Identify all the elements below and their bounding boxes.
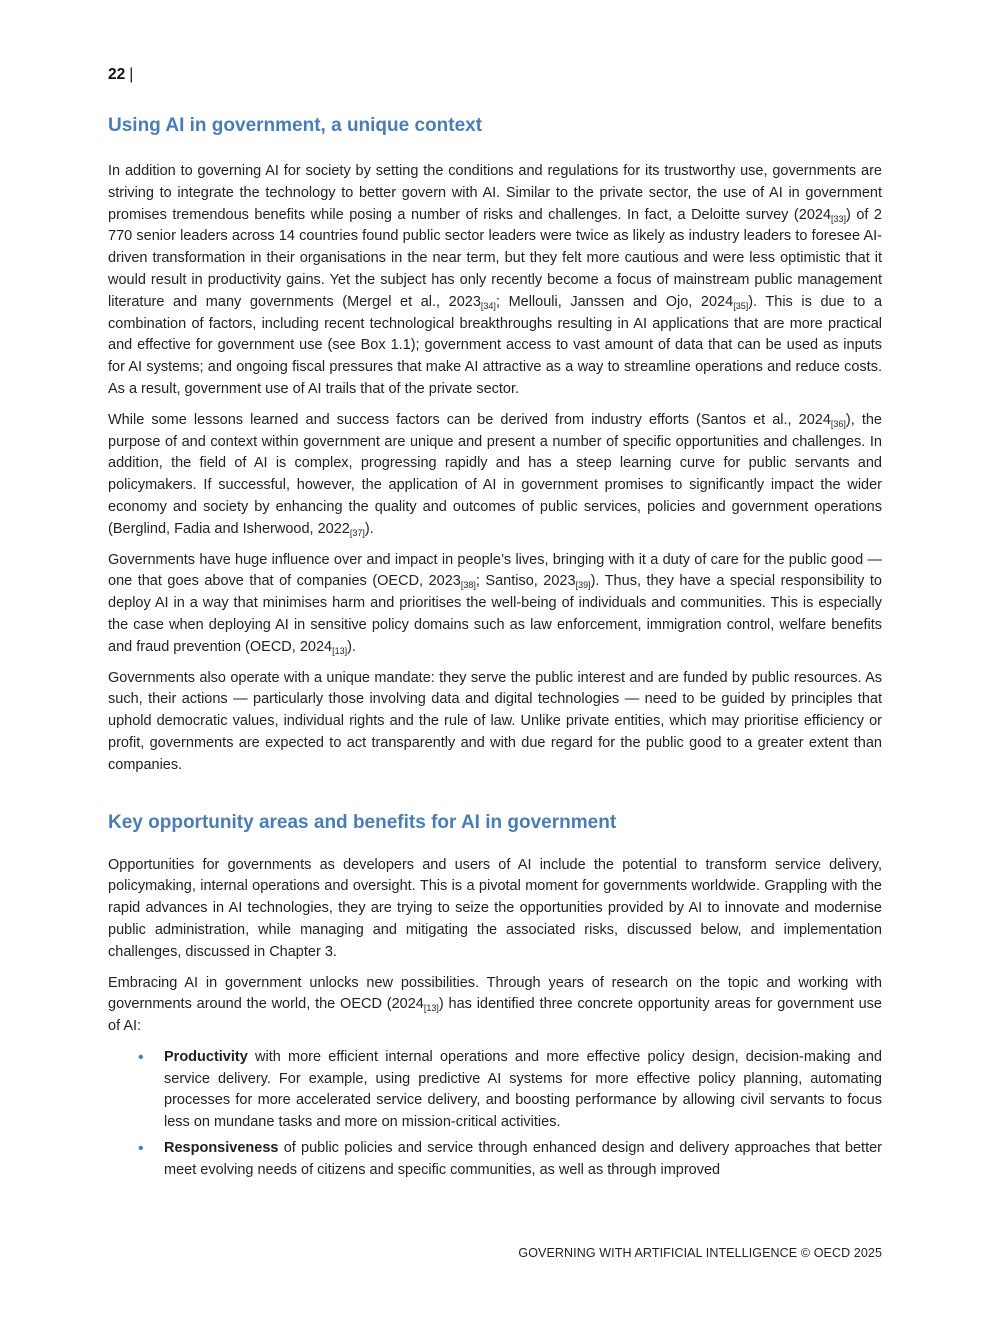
page-number (108, 66, 133, 84)
citation-ref: [33] (831, 213, 847, 224)
paragraph-text: Governments have huge influence over and impact in people’s lives, bringing with it a duty of care for the public good — one that goes above that of companies (OECD, 2023 (108, 551, 882, 590)
paragraph-text: In addition to governing AI for society by setting the conditions and regulations for its trustworthy use, governments are striving to integrate the technology to better govern with AI. Similar to the private sector, the use of AI in government promises tremendous benefits while posing a number of risks and challenges. In fact, a Deloitte survey (2024 (108, 163, 882, 223)
page-footer: GOVERNING WITH ARTIFICIAL INTELLIGENCE © OECD 2025 (518, 1246, 882, 1260)
list-item-text: with more efficient internal operations and more effective policy design, decision-making and service delivery. For example, using predictive AI systems for more effective policy planning, automating processes for more accelerated service delivery, and boosting performance by allowing civil servants to focus less on mundane tasks and more on mission-critical activities. (164, 1048, 882, 1131)
paragraph (108, 550, 882, 659)
citation-ref: [13] (423, 1003, 439, 1014)
citation-ref: [38] (460, 580, 476, 591)
citation-ref: [36] (830, 418, 846, 429)
citation-ref: [37] (349, 527, 365, 538)
paragraph-text: ) of 2 770 senior leaders across 14 countries found public sector leaders were twice as likely as industry leaders to foresee AI-driven transformation in their organisations in the near term, but they felt more cautious and were less optimistic that it would result in productivity gains. Yet the subject has only recently become a focus of mainstream public management literature and many governments (Mergel et al., 2023 (108, 206, 883, 310)
paragraph (108, 410, 882, 541)
citation-ref: [35] (733, 300, 749, 311)
bullet-marker: • (138, 1140, 144, 1158)
bullet-marker: • (138, 1048, 144, 1066)
paragraph-text: While some lessons learned and success factors can be derived from industry efforts (Santos et al., 2024 (108, 411, 831, 428)
paragraph: Governments also operate with a unique mandate: they serve the public interest and are funded by public resources. As such, their actions — particularly those involving data and digital technologies — need to be guided by principles that uphold democratic values, individual rights and the rule of law. Unlike private entities, which may prioritise efficiency or profit, governments are expected to act transparently and with due regard for the public good to a greater extent than companies. (108, 669, 882, 773)
list-item-term: Productivity (164, 1048, 248, 1065)
page-number-value: 22 (108, 66, 126, 83)
bullet-list (108, 1047, 882, 1182)
citation-ref: [13] (332, 645, 348, 656)
citation-ref: [39] (575, 580, 591, 591)
paragraph-text: ). (347, 638, 356, 655)
section-heading-opportunity-areas: Key opportunity areas and benefits for AI in government (108, 811, 617, 833)
paragraph-text: ). This is due to a combination of factors, including recent technological breakthroughs resulting in AI applications that are more practical and effective for government use (see Box 1.1); government access to vast amount of data that can be used as inputs for AI systems; and ongoing fiscal pressures that make AI attractive as a way to streamline operations and reduce costs. As a result, government use of AI trails that of the private sector. (108, 293, 883, 397)
paragraph-text: ), the purpose of and context within government are unique and present a number of specific opportunities and challenges. In addition, the field of AI is complex, progressing rapidly and has a steep learning curve for public servants and policymakers. If successful, however, the application of AI in government promises to significantly impact the wider economy and society by enhancing the quality and outcomes of public services, policies and government operations (Berglind, Fadia and Isherwood, 2022 (108, 411, 883, 537)
paragraph-text: ). (364, 520, 374, 537)
main-content (108, 113, 882, 1186)
paragraph-text: ) has identified three concrete opportunity areas for government use of AI: (108, 996, 882, 1035)
section-heading-unique-context: Using AI in government, a unique context (108, 115, 483, 136)
list-item (138, 1047, 882, 1134)
paragraph (108, 973, 882, 1038)
list-item-text: of public policies and service through enhanced design and delivery approaches that better meet evolving needs of citizens and specific communities, as well as through improved (164, 1140, 882, 1178)
page-number-separator: | (129, 66, 134, 83)
paragraph-text: ; Santiso, 2023 (475, 573, 576, 590)
paragraph-text: Embracing AI in government unlocks new possibilities. Through years of research on the topic and working with governments around the world, the OECD (2024 (108, 974, 882, 1013)
list-item (138, 1138, 882, 1182)
citation-ref: [34] (480, 300, 496, 311)
paragraph (108, 161, 882, 401)
list-item-term: Responsiveness (164, 1140, 279, 1157)
paragraph-text: ). Thus, they have a special responsibility to deploy AI in a way that minimises harm and prioritises the well-being of individuals and communities. This is especially the case when deploying AI in sensitive policy domains such as law enforcement, immigration control, welfare benefits and fraud prevention (OECD, 2024 (108, 573, 882, 655)
paragraph: Opportunities for governments as developers and users of AI include the potential to transform service delivery, policymaking, internal operations and oversight. This is a pivotal moment for governments worldwide. Grappling with the rapid advances in AI technologies, they are trying to seize the opportunities provided by AI to innovate and modernise public administration, while managing and mitigating the associated risks, discussed below, and implementation challenges, discussed in Chapter 3. (108, 856, 882, 960)
paragraph-text: ; Mellouli, Janssen and Ojo, 2024 (495, 293, 734, 310)
